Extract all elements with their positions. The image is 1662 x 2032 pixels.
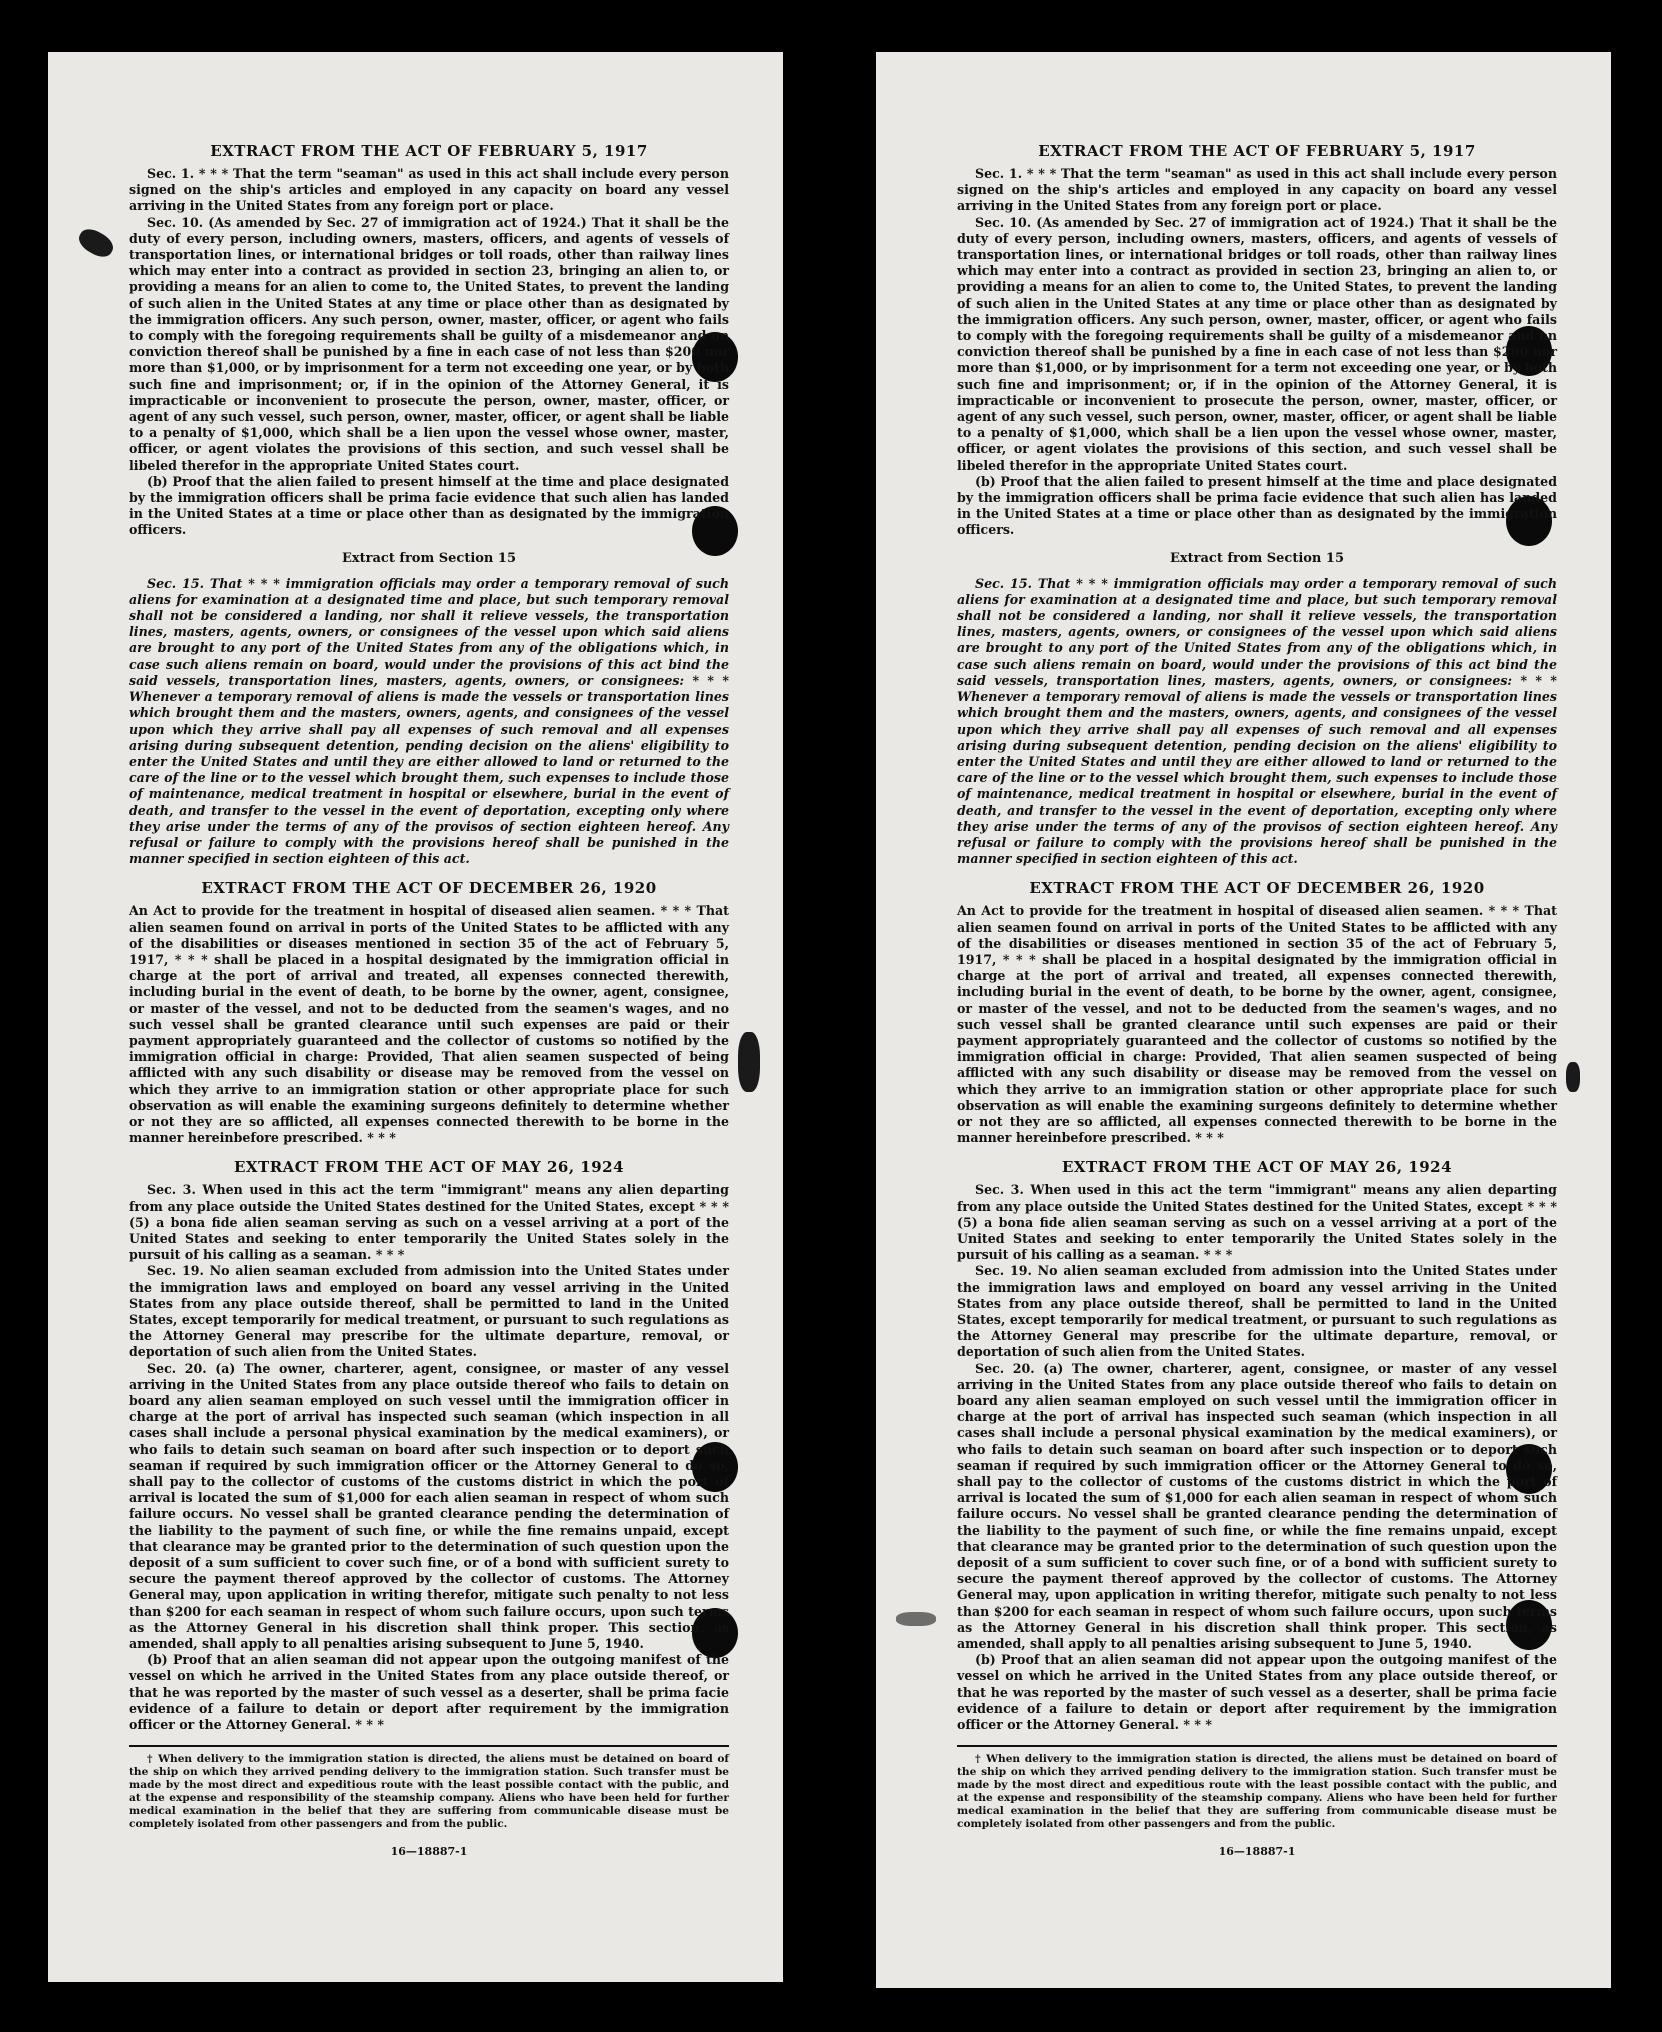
- section-19: Sec. 19. No alien seaman excluded from admission into the United States under the immigration laws and employed on board any vessel arriving in the United States from any place outside thereof, shall be permitted to land in the United States, except temporarily for medical treatment, or pursuant to such regulations as the Attorney General may prescribe for the ultimate departure, removal, or deportation of such alien from the United States.: [129, 1263, 729, 1360]
- section-1: Sec. 1. * * * That the term "seaman" as used in this act shall include every person signed on the ship's articles and employed in any capacity on board any vessel arriving in the United States from any foreign port or place.: [129, 166, 729, 214]
- section-1: Sec. 1. * * * That the term "seaman" as used in this act shall include every person signed on the ship's articles and employed in any capacity on board any vessel arriving in the United States from any foreign port or place.: [957, 166, 1557, 214]
- footnote: † When delivery to the immigration station is directed, the aliens must be detained on board of the ship on which they arrived pending delivery to the immigration station. Such transfer must be made by the most direct and expeditious route with the least possible contact with the public, and at the expense and responsibility of the steamship company. Aliens who have been held for further medical examination in the belief that they are suffering from communicable disease must be completely isolated from other passengers and from the public.: [957, 1753, 1557, 1831]
- heading-act-1917: EXTRACT FROM THE ACT OF FEBRUARY 5, 1917: [1038, 142, 1476, 160]
- heading-act-1920: EXTRACT FROM THE ACT OF DECEMBER 26, 1920: [201, 879, 657, 898]
- section-20: Sec. 20. (a) The owner, charterer, agent, consignee, or master of any vessel arriving in the United States from any place outside thereof who fails to detain on board any alien seaman employed on such vessel until the immigration officer in charge at the port of arrival has inspected such seaman (which inspection in all cases shall include a personal physical examination by the medical examiners), or who fails to detain such seaman on board after such inspection or to deport such seaman if required by such immigration officer or the Attorney General to do so, shall pay to the collector of customs of the customs district in which the port of arrival is located the sum of $1,000 for each alien seaman in respect of whom such failure occurs. No vessel shall be granted clearance pending the determination of the liability to the payment of such fine, or while the fine remains unpaid, except that clearance may be granted prior to the determination of such question upon the deposit of a sum sufficient to cover such fine, or of a bond with sufficient surety to secure the payment thereof approved by the collector of customs. The Attorney General may, upon application in writing therefor, mitigate such penalty to not less than $200 for each seaman in respect of whom such failure occurs, upon such terms as the Attorney General in his discretion shall think proper. This section, as amended, shall apply to all penalties arising subsequent to June 5, 1940.: [957, 1360, 1557, 1652]
- section-20-b: (b) Proof that an alien seaman did not appear upon the outgoing manifest of the vessel on which he arrived in the United States from any place outside thereof, or that he was reported by the master of such vessel as a deserter, shall be prima facie evidence of a failure to detain or deport after requirement by the immigration officer or the Attorney General. * * *: [957, 1652, 1557, 1733]
- text-column: [129, 142, 729, 1858]
- heading-act-1917: EXTRACT FROM THE ACT OF FEBRUARY 5, 1917: [210, 142, 648, 160]
- handwritten-mark: [75, 224, 117, 261]
- section-20-b: (b) Proof that an alien seaman did not appear upon the outgoing manifest of the vessel on which he arrived in the United States from any place outside thereof, or that he was reported by the master of such vessel as a deserter, shall be prima facie evidence of a failure to detain or deport after requirement by the immigration officer or the Attorney General. * * *: [129, 1652, 729, 1733]
- section-10-b: (b) Proof that the alien failed to present himself at the time and place designated by the immigration officers shall be prima facie evidence that such alien has landed in the United States at a time or place other than as designated by the immigration officers.: [957, 473, 1557, 538]
- subheading-section-15: Extract from Section 15: [1169, 550, 1345, 566]
- document-page-left: [48, 52, 783, 1982]
- section-20: Sec. 20. (a) The owner, charterer, agent, consignee, or master of any vessel arriving in the United States from any place outside thereof who fails to detain on board any alien seaman employed on such vessel until the immigration officer in charge at the port of arrival has inspected such seaman (which inspection in all cases shall include a personal physical examination by the medical examiners), or who fails to detain such seaman on board after such inspection or to deport such seaman if required by such immigration officer or the Attorney General to do so, shall pay to the collector of customs of the customs district in which the port of arrival is located the sum of $1,000 for each alien seaman in respect of whom such failure occurs. No vessel shall be granted clearance pending the determination of the liability to the payment of such fine, or while the fine remains unpaid, except that clearance may be granted prior to the determination of such question upon the deposit of a sum sufficient to cover such fine, or of a bond with sufficient surety to secure the payment thereof approved by the collector of customs. The Attorney General may, upon application in writing therefor, mitigate such penalty to not less than $200 for each seaman in respect of whom such failure occurs, upon such terms as the Attorney General in his discretion shall think proper. This section, as amended, shall apply to all penalties arising subsequent to June 5, 1940.: [129, 1360, 729, 1652]
- footnote-block: [129, 1745, 729, 1831]
- section-10: Sec. 10. (As amended by Sec. 27 of immigration act of 1924.) That it shall be the duty of every person, including owners, masters, officers, and agents of vessels of transportation lines, or international bridges or toll roads, other than railway lines which may enter into a contract as provided in section 23, bringing an alien to, or providing a means for an alien to come to, the United States, to prevent the landing of such alien in the United States at any time or place other than as designated by the immigration officers. Any such person, owner, master, officer, or agent who fails to comply with the foregoing requirements shall be guilty of a misdemeanor and on conviction thereof shall be punished by a fine in each case of not less than $200 nor more than $1,000, or by imprisonment for a term not exceeding one year, or by both such fine and imprisonment; or, if in the opinion of the Attorney General, it is impracticable or inconvenient to prosecute the person, owner, master, officer, or agent of any such vessel, such person, owner, master, officer, or agent shall be liable to a penalty of $1,000, which shall be a lien upon the vessel whose owner, master, officer, or agent violates the provisions of this section, and such vessel shall be libeled therefor in the appropriate United States court.: [957, 214, 1557, 473]
- act-1920-text: An Act to provide for the treatment in hospital of diseased alien seamen. * * * That alien seamen found on arrival in ports of the United States to be afflicted with any of the disabilities or diseases mentioned in section 35 of the act of February 5, 1917, * * * shall be placed in a hospital designated by the immigration official in charge at the port of arrival and treated, all expenses connected therewith, including burial in the event of death, to be borne by the owner, agent, consignee, or master of the vessel, and not to be deducted from the seamen's wages, and no such vessel shall be granted clearance until such expenses are paid or their payment appropriately guaranteed and the collector of customs so notified by the immigration official in charge: Provided, That alien seamen suspected of being afflicted with any such disability or disease may be removed from the vessel on which they arrive to an immigration station or other appropriate place for such observation as will enable the examining surgeons definitely to determine whether or not they are so afflicted, all expenses connected therewith to be borne in the manner hereinbefore prescribed. * * *: [129, 903, 729, 1146]
- section-3: Sec. 3. When used in this act the term "immigrant" means any alien departing from any place outside the United States destined for the United States, except * * * (5) a bona fide alien seaman serving as such on a vessel arriving at a port of the United States and seeking to enter temporarily the United States solely in the pursuit of his calling as a seaman. * * *: [957, 1182, 1557, 1263]
- section-15: Sec. 15. That * * * immigration officials may order a temporary removal of such aliens for examination at a designated time and place, but such temporary removal shall not be considered a landing, nor shall it relieve vessels, the transportation lines, masters, agents, owners, or consignees of the vessel upon which said aliens are brought to any port of the United States from any of the obligations which, in case such aliens remain on board, would under the provisions of this act bind the said vessels, transportation lines, masters, agents, owners, or consignees: * * * Whenever a temporary removal of aliens is made the vessels or transportation lines which brought them and the masters, owners, agents, and consignees of the vessel upon which they arrive shall pay all expenses of such removal and all expenses arising during subsequent detention, pending decision on the aliens' eligibility to enter the United States and until they are either allowed to land or returned to the care of the line or to the vessel which brought them, such expenses to include those of maintenance, medical treatment in hospital or elsewhere, burial in the event of death, and transfer to the vessel in the event of deportation, excepting only where they arise under the terms of any of the provisos of section eighteen hereof. Any refusal or failure to comply with the provisions hereof shall be punished in the manner specified in section eighteen of this act.: [129, 575, 729, 867]
- footnote-block: [957, 1745, 1557, 1831]
- document-page-right: [876, 52, 1611, 1988]
- footnote: † When delivery to the immigration station is directed, the aliens must be detained on board of the ship on which they arrived pending delivery to the immigration station. Such transfer must be made by the most direct and expeditious route with the least possible contact with the public, and at the expense and responsibility of the steamship company. Aliens who have been held for further medical examination in the belief that they are suffering from communicable disease must be completely isolated from other passengers and from the public.: [129, 1753, 729, 1831]
- form-number: 16—18887-1: [1218, 1845, 1296, 1859]
- section-10-b: (b) Proof that the alien failed to present himself at the time and place designated by the immigration officers shall be prima facie evidence that such alien has landed in the United States at a time or place other than as designated by the immigration officers.: [129, 473, 729, 538]
- text-column: [957, 142, 1557, 1858]
- section-15: Sec. 15. That * * * immigration officials may order a temporary removal of such aliens for examination at a designated time and place, but such temporary removal shall not be considered a landing, nor shall it relieve vessels, the transportation lines, masters, agents, owners, or consignees of the vessel upon which said aliens are brought to any port of the United States from any of the obligations which, in case such aliens remain on board, would under the provisions of this act bind the said vessels, transportation lines, masters, agents, owners, or consignees: * * * Whenever a temporary removal of aliens is made the vessels or transportation lines which brought them and the masters, owners, agents, and consignees of the vessel upon which they arrive shall pay all expenses of such removal and all expenses arising during subsequent detention, pending decision on the aliens' eligibility to enter the United States and until they are either allowed to land or returned to the care of the line or to the vessel which brought them, such expenses to include those of maintenance, medical treatment in hospital or elsewhere, burial in the event of death, and transfer to the vessel in the event of deportation, excepting only where they arise under the terms of any of the provisos of section eighteen hereof. Any refusal or failure to comply with the provisions hereof shall be punished in the manner specified in section eighteen of this act.: [957, 575, 1557, 867]
- section-10: Sec. 10. (As amended by Sec. 27 of immigration act of 1924.) That it shall be the duty of every person, including owners, masters, officers, and agents of vessels of transportation lines, or international bridges or toll roads, other than railway lines which may enter into a contract as provided in section 23, bringing an alien to, or providing a means for an alien to come to, the United States, to prevent the landing of such alien in the United States at any time or place other than as designated by the immigration officers. Any such person, owner, master, officer, or agent who fails to comply with the foregoing requirements shall be guilty of a misdemeanor and on conviction thereof shall be punished by a fine in each case of not less than $200 nor more than $1,000, or by imprisonment for a term not exceeding one year, or by both such fine and imprisonment; or, if in the opinion of the Attorney General, it is impracticable or inconvenient to prosecute the person, owner, master, officer, or agent of any such vessel, such person, owner, master, officer, or agent shall be liable to a penalty of $1,000, which shall be a lien upon the vessel whose owner, master, officer, or agent violates the provisions of this section, and such vessel shall be libeled therefor in the appropriate United States court.: [129, 214, 729, 473]
- heading-act-1920: EXTRACT FROM THE ACT OF DECEMBER 26, 1920: [1029, 879, 1485, 898]
- ink-smudge: [1566, 1062, 1580, 1092]
- ink-smudge: [738, 1032, 760, 1092]
- heading-act-1924: EXTRACT FROM THE ACT OF MAY 26, 1924: [233, 1158, 625, 1177]
- form-number: 16—18887-1: [390, 1845, 468, 1859]
- ink-smudge: [896, 1612, 936, 1626]
- section-3: Sec. 3. When used in this act the term "immigrant" means any alien departing from any place outside the United States destined for the United States, except * * * (5) a bona fide alien seaman serving as such on a vessel arriving at a port of the United States and seeking to enter temporarily the United States solely in the pursuit of his calling as a seaman. * * *: [129, 1182, 729, 1263]
- act-1920-text: An Act to provide for the treatment in hospital of diseased alien seamen. * * * That alien seamen found on arrival in ports of the United States to be afflicted with any of the disabilities or diseases mentioned in section 35 of the act of February 5, 1917, * * * shall be placed in a hospital designated by the immigration official in charge at the port of arrival and treated, all expenses connected therewith, including burial in the event of death, to be borne by the owner, agent, consignee, or master of the vessel, and not to be deducted from the seamen's wages, and no such vessel shall be granted clearance until such expenses are paid or their payment appropriately guaranteed and the collector of customs so notified by the immigration official in charge: Provided, That alien seamen suspected of being afflicted with any such disability or disease may be removed from the vessel on which they arrive to an immigration station or other appropriate place for such observation as will enable the examining surgeons definitely to determine whether or not they are so afflicted, all expenses connected therewith to be borne in the manner hereinbefore prescribed. * * *: [957, 903, 1557, 1146]
- subheading-section-15: Extract from Section 15: [341, 550, 517, 566]
- section-19: Sec. 19. No alien seaman excluded from admission into the United States under the immigration laws and employed on board any vessel arriving in the United States from any place outside thereof, shall be permitted to land in the United States, except temporarily for medical treatment, or pursuant to such regulations as the Attorney General may prescribe for the ultimate departure, removal, or deportation of such alien from the United States.: [957, 1263, 1557, 1360]
- heading-act-1924: EXTRACT FROM THE ACT OF MAY 26, 1924: [1061, 1158, 1453, 1177]
